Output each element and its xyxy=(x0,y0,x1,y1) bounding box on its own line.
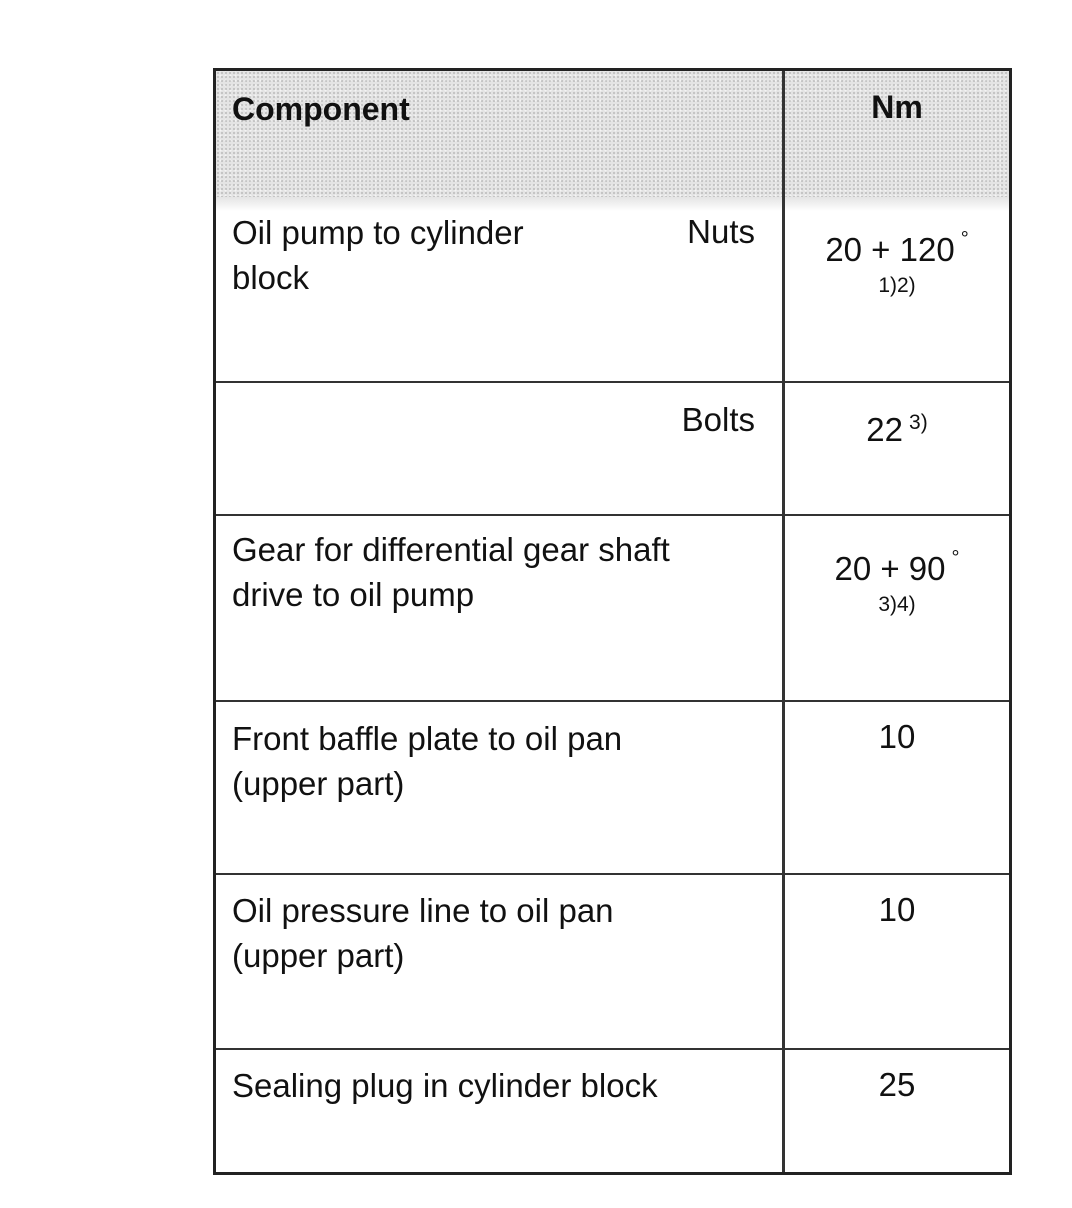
table-row xyxy=(216,702,1009,875)
header-nm: Nm xyxy=(871,89,923,125)
table-row xyxy=(216,1050,1009,1172)
footnote-ref: 1)2) xyxy=(878,274,916,297)
component-cell: Oil pressure line to oil pan (upper part) xyxy=(232,892,614,974)
component-cell: Gear for differential gear shaft drive to oil pump xyxy=(232,531,670,613)
component-cell: Oil pump to cylinder block xyxy=(232,214,524,296)
footnote-ref: 3)4) xyxy=(878,593,916,616)
torque-table xyxy=(213,68,1012,1175)
torque-cell xyxy=(785,536,1009,619)
torque-value: 20 + 90 xyxy=(834,550,946,587)
table-row xyxy=(216,383,1009,516)
table-row xyxy=(216,197,1009,383)
column-divider xyxy=(782,71,785,1172)
component-cell: Front baffle plate to oil pan (upper part) xyxy=(232,720,623,802)
header-component: Component xyxy=(232,91,410,127)
torque-value: 22 xyxy=(866,411,904,448)
torque-cell xyxy=(785,400,1009,452)
fastener-label: Bolts xyxy=(681,401,755,438)
torque-value: 20 + 120 xyxy=(825,231,955,268)
degree-symbol: ° xyxy=(951,547,960,569)
torque-cell xyxy=(785,217,1009,300)
table-row xyxy=(216,516,1009,702)
degree-symbol: ° xyxy=(960,228,969,250)
footnote-ref: 3) xyxy=(909,411,928,434)
torque-value: 10 xyxy=(878,891,916,928)
table-row xyxy=(216,875,1009,1050)
torque-value: 10 xyxy=(878,718,916,755)
fastener-label: Nuts xyxy=(687,213,755,250)
torque-value: 25 xyxy=(878,1066,916,1103)
component-cell: Sealing plug in cylinder block xyxy=(232,1067,658,1104)
table-header-row xyxy=(216,71,1009,197)
